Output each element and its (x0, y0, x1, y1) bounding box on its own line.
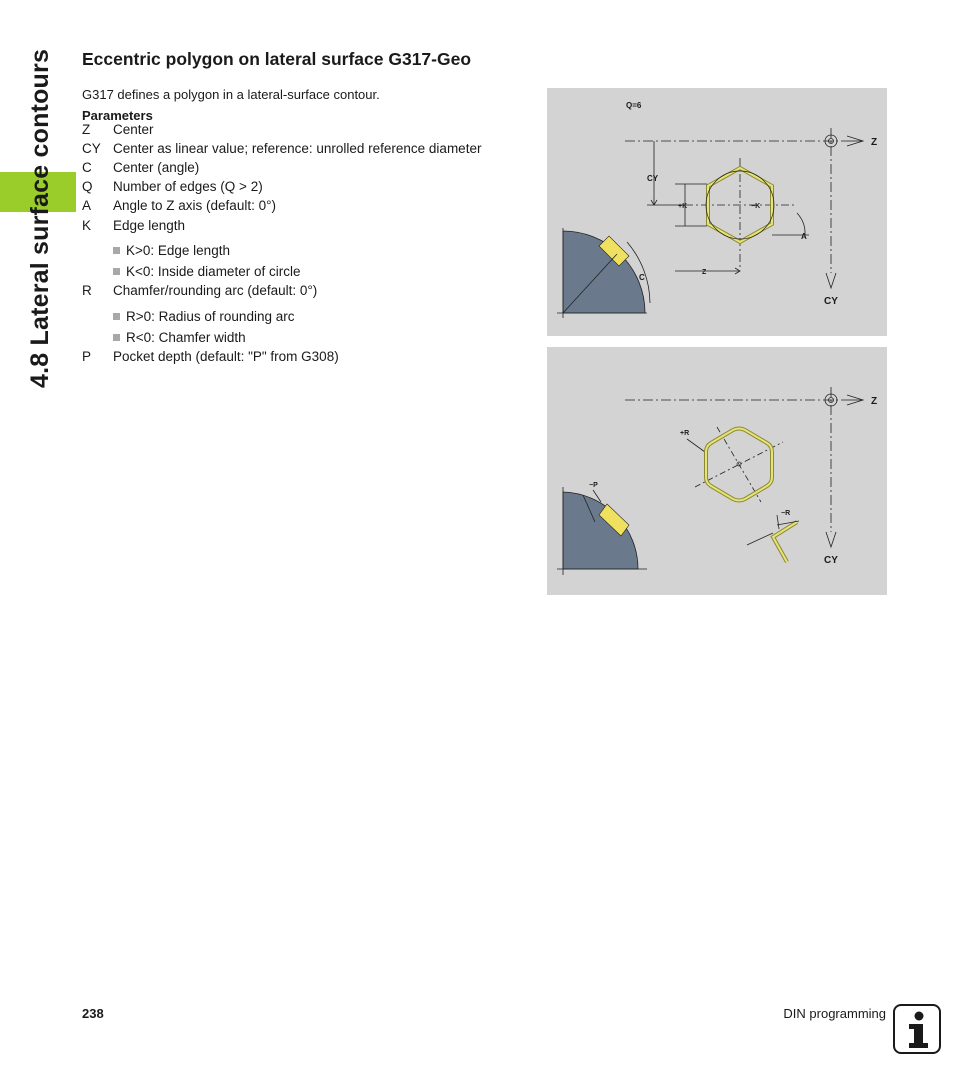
r-option-negative (113, 330, 246, 345)
r-plus-label: +R (680, 430, 690, 437)
param-key: A (82, 198, 92, 213)
chapter-title: 4.8 Lateral surface contours (26, 48, 54, 388)
cy-arrow-icon (826, 273, 836, 288)
param-key: R (82, 283, 92, 298)
param-row-q (82, 179, 263, 194)
section-heading: Eccentric polygon on lateral surface G317-Geo (82, 49, 472, 69)
r-option-positive (113, 309, 294, 324)
param-key: CY (82, 141, 101, 156)
k-plus-label: +K (678, 203, 688, 210)
parameters-heading: Parameters (82, 108, 153, 123)
param-desc: Angle to Z axis (default: 0°) (113, 198, 276, 213)
param-desc: Chamfer/rounding arc (default: 0°) (113, 283, 318, 298)
z-dimension-label: Z (702, 269, 707, 276)
figure-polygon-parameters (547, 88, 887, 336)
param-key: Z (82, 122, 91, 137)
option-text: K<0: Inside diameter of circle (126, 264, 301, 279)
q-label: Q=6 (626, 101, 642, 110)
param-row-p (82, 349, 339, 364)
bullet-square-icon (113, 334, 120, 341)
workpiece-section (563, 492, 638, 569)
param-desc: Number of edges (Q > 2) (113, 179, 263, 194)
param-key: Q (82, 179, 93, 194)
k-option-positive (113, 243, 230, 258)
param-key: C (82, 160, 92, 175)
info-glyph-icon (895, 1006, 939, 1052)
bullet-square-icon (113, 268, 120, 275)
option-text: R>0: Radius of rounding arc (126, 309, 295, 324)
param-row-cy (82, 141, 481, 156)
k-option-negative (113, 264, 300, 279)
bullet-square-icon (113, 313, 120, 320)
info-icon (893, 1004, 941, 1054)
param-key: K (82, 218, 92, 233)
z-axis-label: Z (871, 396, 878, 407)
param-row-c (82, 160, 199, 175)
param-row-a (82, 198, 276, 213)
cy-axis-label: CY (824, 555, 838, 566)
footer-section-name: DIN programming (783, 1006, 886, 1021)
k-minus-label: −K (751, 203, 761, 210)
param-row-r (82, 283, 317, 298)
param-desc: Pocket depth (default: "P" from G308) (113, 349, 339, 364)
c-angle-label: C (639, 273, 645, 282)
p-depth-label: −P (589, 482, 598, 489)
param-desc: Center (113, 122, 154, 137)
cy-axis-label: CY (824, 296, 838, 307)
r-minus-label: −R (781, 510, 791, 517)
intro-text: G317 defines a polygon in a lateral-surface contour. (82, 87, 380, 102)
param-row-z (82, 122, 154, 137)
cy-arrow-icon (826, 532, 836, 547)
param-desc: Center (angle) (113, 160, 200, 175)
param-desc: Center as linear value; reference: unrolled reference diameter (113, 141, 482, 156)
param-desc: Edge length (113, 218, 186, 233)
a-angle-label: A (801, 232, 807, 241)
option-text: R<0: Chamfer width (126, 330, 246, 345)
param-row-k (82, 218, 185, 233)
cy-dimension-label: CY (647, 174, 659, 183)
param-key: P (82, 349, 92, 364)
page-number: 238 (82, 1006, 104, 1021)
figure-chamfer-parameters (547, 347, 887, 595)
z-axis-label: Z (871, 137, 878, 148)
bullet-square-icon (113, 247, 120, 254)
figure2-drawing (547, 347, 887, 595)
figure1-drawing (547, 88, 887, 336)
option-text: K>0: Edge length (126, 243, 230, 258)
